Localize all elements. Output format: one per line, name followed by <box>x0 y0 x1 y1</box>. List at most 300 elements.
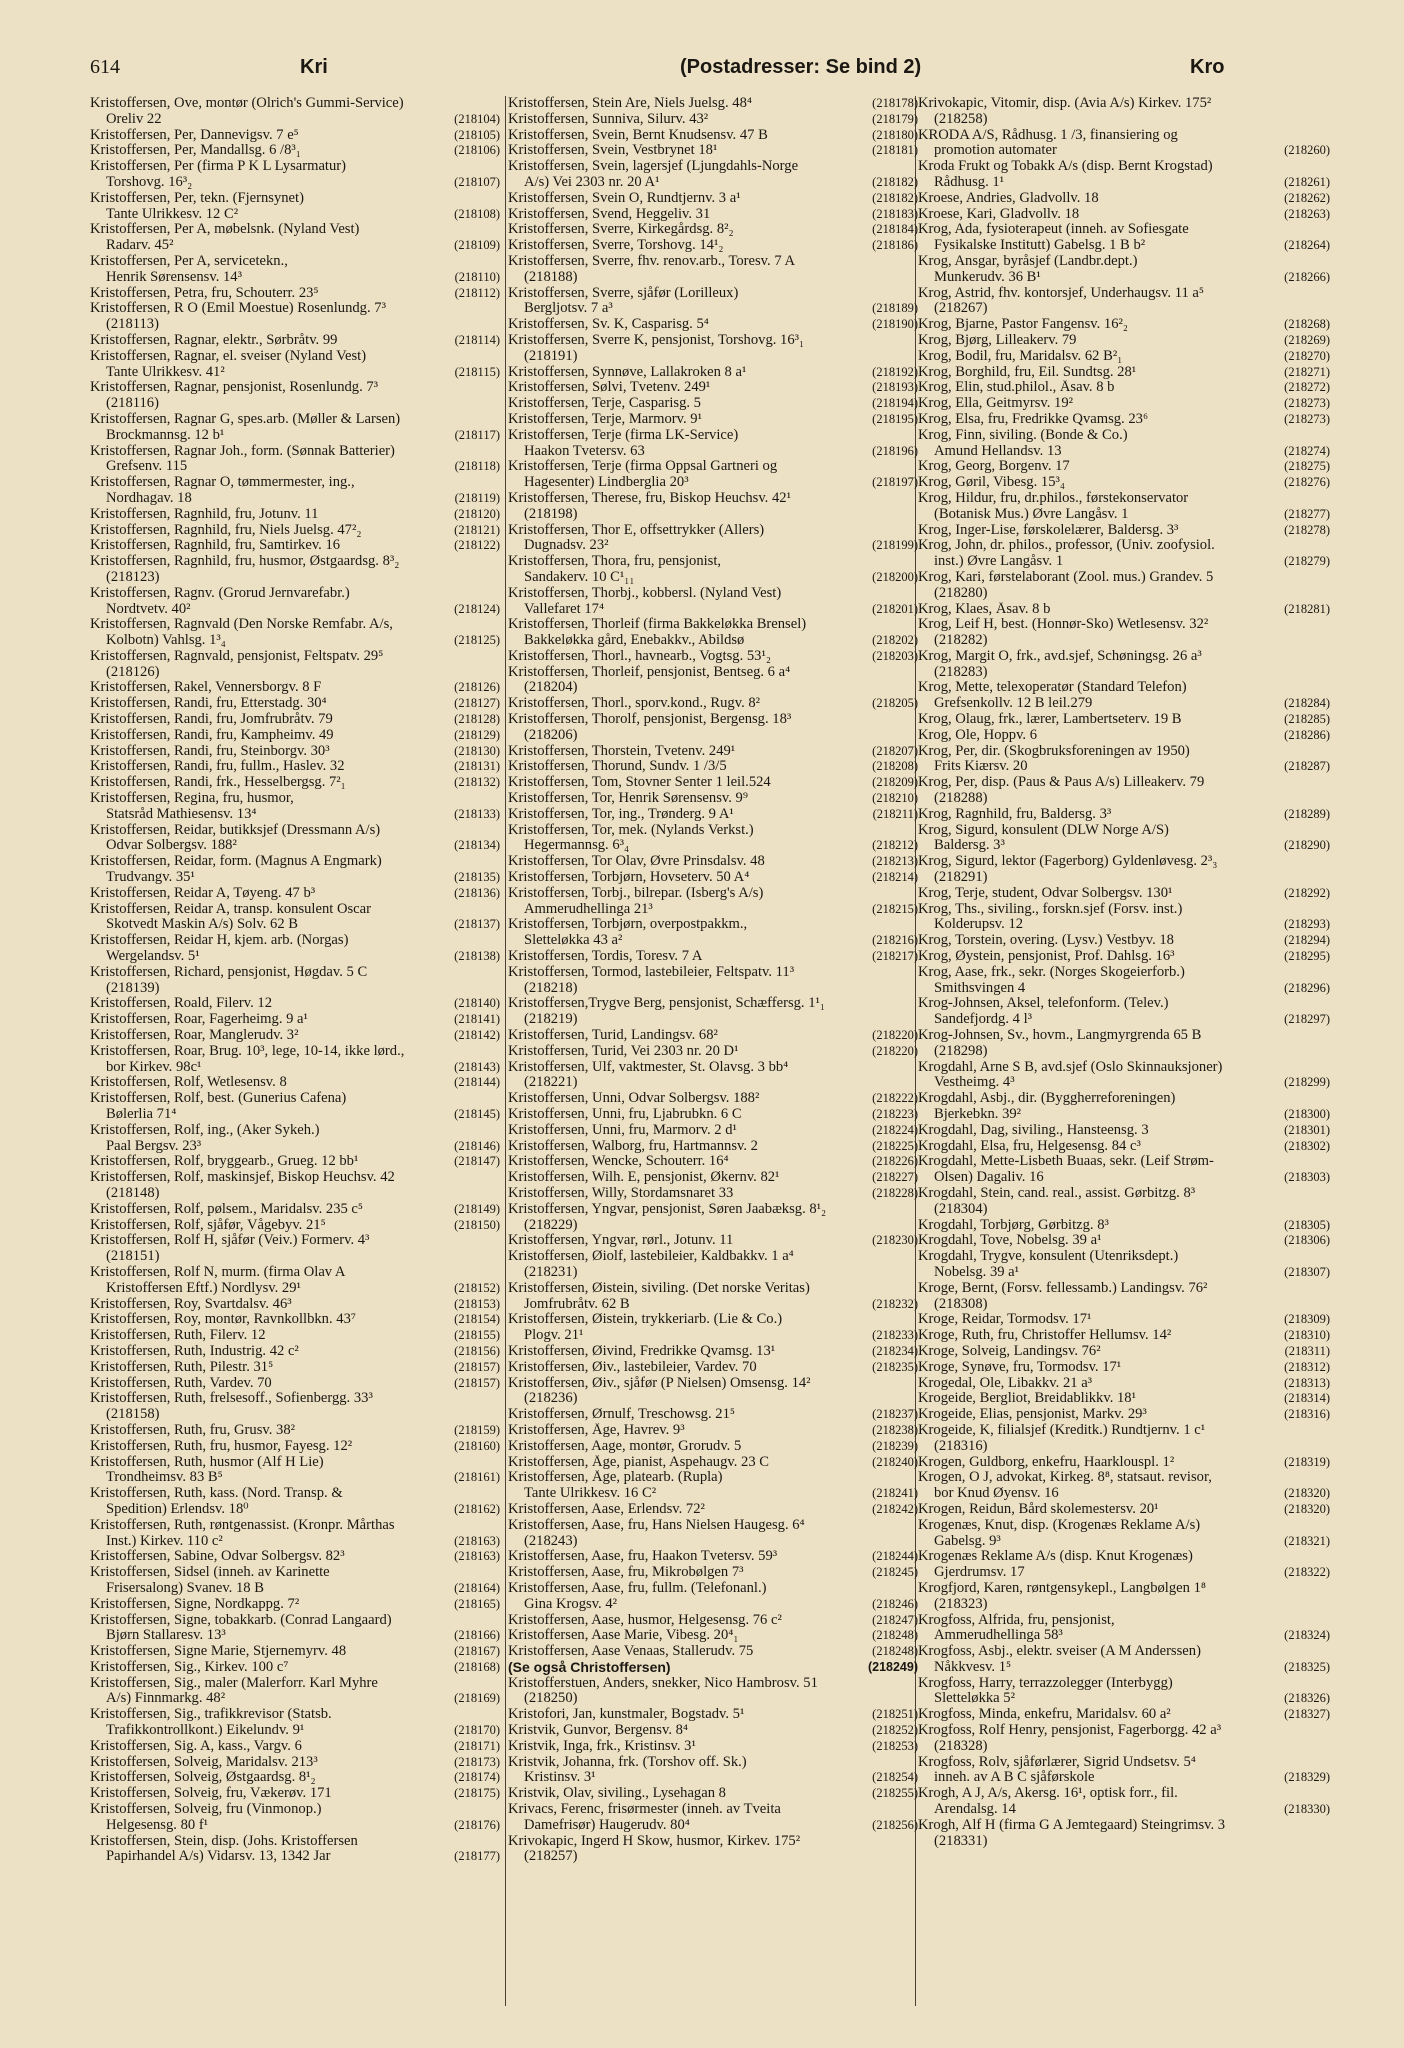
entry-text: Hagesenter) Lindberglia 20³ <box>524 475 689 491</box>
entry-text: Kristoffersen, Rolf, best. (Gunerius Cafena) <box>90 1091 347 1107</box>
entry-text: (218288) <box>934 791 988 807</box>
entry-name-line <box>90 1597 500 1613</box>
entry-number: (218134) <box>454 838 500 853</box>
entry-address-line <box>918 759 1330 775</box>
entry-text: Kristoffersen, Ragnar Joh., form. (Sønnak Batterier) <box>90 443 395 459</box>
entry-name-line <box>508 1707 918 1723</box>
entry-text: Krog, Margit O, frk., avd.sjef, Schøningsg. 26 a³ <box>918 648 1202 664</box>
entry-text: Tante Ulrikkesv. 41² <box>106 364 225 380</box>
entry-text: Kristoffersen, Ørnulf, Treschowsg. 21⁵ <box>508 1407 735 1423</box>
entry-number: (218256) <box>872 1817 918 1832</box>
entry-name-line <box>508 712 918 728</box>
entry-text: Kristoffersen, Terje, Casparisg. 5 <box>508 396 701 412</box>
directory-entry <box>508 1676 918 1708</box>
directory-entry <box>918 1060 1330 1092</box>
entry-number: (218279) <box>1284 554 1330 569</box>
entry-name-line <box>918 965 1330 981</box>
directory-entry <box>508 807 918 823</box>
entry-address-line <box>918 1565 1330 1581</box>
entry-text: Krog, Øystein, pensjonist, Prof. Dahlsg. 16³ <box>918 949 1175 965</box>
entry-text: (218148) <box>106 1185 160 1201</box>
entry-text: Gina Krogsv. 4² <box>524 1596 618 1612</box>
directory-entry <box>508 254 918 286</box>
entry-number: (218312) <box>1284 1359 1330 1374</box>
entry-name-line <box>918 1281 1330 1297</box>
directory-entry <box>508 1455 918 1471</box>
entry-name-line <box>90 1755 500 1771</box>
directory-entry <box>90 1218 500 1234</box>
directory-entry <box>90 712 500 728</box>
entry-name-line <box>90 696 500 712</box>
entry-text: Henrik Sørensensv. 14³ <box>106 269 242 285</box>
directory-entry <box>918 949 1330 965</box>
directory-entry <box>90 380 500 412</box>
entry-name-line <box>90 1423 500 1439</box>
entry-text: Kristoffersen, Randi, fru, Etterstadg. 30⁴ <box>90 696 327 712</box>
entry-name-line <box>508 238 918 254</box>
directory-entry <box>508 1802 918 1834</box>
entry-number: (218182) <box>872 174 918 189</box>
entry-name-line <box>508 854 918 870</box>
entry-name-line <box>508 428 918 444</box>
entry-number: (218214) <box>872 870 918 885</box>
entry-text: Kristoffersen, Terje, Marmorv. 9¹ <box>508 411 702 427</box>
entry-number: (218147) <box>454 1154 500 1169</box>
entry-text: Kristoffersen, Ruth, Filerv. 12 <box>90 1328 266 1344</box>
entry-name-line <box>90 128 500 144</box>
entry-text: bor Knud Øyensv. 16 <box>934 1486 1059 1502</box>
directory-entry <box>918 254 1330 286</box>
entry-text: Kristoffersen, Thorund, Sundv. 1 /3/5 <box>508 759 727 775</box>
entry-name-line <box>90 1265 500 1281</box>
entry-name-line <box>508 1344 918 1360</box>
directory-entry <box>508 965 918 997</box>
directory-entry <box>918 1518 1330 1550</box>
entry-text: Krogdahl, Arne S B, avd.sjef (Oslo Skinnauksjoner) <box>918 1059 1223 1075</box>
entry-name-line <box>90 996 500 1012</box>
entry-text: Kristoffersen, Rolf, Wetlesensv. 8 <box>90 1075 287 1091</box>
directory-entry <box>90 1391 500 1423</box>
entry-name-line <box>918 854 1330 870</box>
entry-text: Kristoffersen, Åge, pianist, Aspehaugv. 23 C <box>508 1454 770 1470</box>
entry-number: (218320) <box>1284 1501 1330 1516</box>
entry-address-line <box>508 538 918 554</box>
directory-entry <box>508 1202 918 1234</box>
entry-number: (218224) <box>872 1122 918 1137</box>
entry-text: Krogfoss, Rolf Henry, pensjonist, Fagerborgg. 42 a³ <box>918 1723 1222 1739</box>
entry-text: Kolderupsv. 12 <box>934 917 1024 933</box>
directory-entry <box>90 649 500 681</box>
entry-address-line <box>918 238 1330 254</box>
directory-entry <box>90 1660 500 1676</box>
entry-text: Krog, Inger-Lise, førskolelærer, Baldersg. 3³ <box>918 522 1179 538</box>
entry-name-line <box>918 1818 1330 1834</box>
entry-number: (218295) <box>1284 949 1330 964</box>
directory-entry <box>918 412 1330 428</box>
directory-entry <box>508 1281 918 1313</box>
directory-entry <box>90 696 500 712</box>
directory-entry <box>90 301 500 333</box>
directory-entry <box>90 538 500 554</box>
entry-number: (218274) <box>1284 443 1330 458</box>
entry-number: (218268) <box>1284 317 1330 332</box>
directory-entry <box>508 207 918 223</box>
entry-name-line <box>508 1723 918 1739</box>
entry-name-line <box>508 191 918 207</box>
directory-entry <box>90 933 500 965</box>
entry-text: Krog, Elin, stud.philol., Åsav. 8 b <box>918 380 1115 396</box>
entry-name-line <box>918 1186 1330 1202</box>
entry-text: Kristoffersen, Øiv., sjåfør (P Nielsen) Omsensg. 14² <box>508 1375 811 1391</box>
entry-address-line <box>918 1534 1330 1550</box>
entry-address-line <box>90 1186 500 1202</box>
entry-text: Kristoffersen, Sig., Kirkev. 100 c⁷ <box>90 1659 289 1675</box>
entry-name-line <box>918 649 1330 665</box>
entry-address-line <box>508 444 918 460</box>
entry-text: Kristoffersen, Rolf, ing., (Aker Sykeh.) <box>90 1122 320 1138</box>
entry-name-line <box>508 1154 918 1170</box>
entry-number: (218326) <box>1284 1691 1330 1706</box>
directory-entry <box>90 1613 500 1645</box>
entry-address-line <box>918 1265 1330 1281</box>
entry-number: (218293) <box>1284 917 1330 932</box>
entry-text: Krog, Gøril, Vibesg. 15³₄ <box>918 475 1065 491</box>
entry-address-line <box>90 633 500 649</box>
directory-entry <box>918 1028 1330 1060</box>
directory-entry <box>918 1786 1330 1818</box>
entry-name-line <box>90 538 500 554</box>
directory-entry <box>508 1739 918 1755</box>
entry-number: (218322) <box>1284 1565 1330 1580</box>
entry-name-line <box>90 1518 500 1534</box>
entry-address-line <box>918 1770 1330 1786</box>
directory-entry <box>508 1044 918 1060</box>
directory-entry <box>918 996 1330 1028</box>
entry-address-line <box>918 1802 1330 1818</box>
directory-entry <box>90 586 500 618</box>
entry-name-line <box>918 728 1330 744</box>
entry-text: Krog, Bodil, fru, Maridalsv. 62 B²₁ <box>918 348 1123 364</box>
directory-entry <box>90 1770 500 1786</box>
entry-name-line <box>90 1360 500 1376</box>
entry-address-line <box>90 1581 500 1597</box>
entry-number: (218121) <box>454 522 500 537</box>
entry-number: (218240) <box>872 1454 918 1469</box>
entry-text: Kristoffersen, Thor E, offsettrykker (Allers) <box>508 522 765 538</box>
directory-entry <box>90 1676 500 1708</box>
entry-text: Sletteløkka 5² <box>934 1691 1015 1707</box>
entry-number: (218146) <box>454 1138 500 1153</box>
directory-entry <box>918 570 1330 602</box>
entry-name-line <box>918 1312 1330 1328</box>
entry-text: Skotvedt Maskin A/s) Solv. 62 B <box>106 917 299 933</box>
entry-number: (218120) <box>454 506 500 521</box>
directory-entry <box>508 1707 918 1723</box>
entry-name-line <box>508 1676 918 1692</box>
directory-entry <box>918 617 1330 649</box>
entry-text: Kristoffersen, Thorleif (firma Bakkeløkka Brensel) <box>508 617 807 633</box>
entry-name-line <box>508 1644 918 1660</box>
entry-text: inneh. av A B C sjåførskole <box>934 1770 1095 1786</box>
entry-number: (218163) <box>454 1533 500 1548</box>
entry-text: Krogen, Reidun, Bård skolemestersv. 20¹ <box>918 1501 1159 1517</box>
entry-text: Krogfjord, Karen, røntgensykepl., Langbølgen 1⁸ <box>918 1580 1206 1596</box>
directory-entry <box>508 459 918 491</box>
entry-text: Kristoffersen, Reidar A, transp. konsulent Oscar <box>90 901 372 917</box>
entry-address-line <box>918 1628 1330 1644</box>
directory-entry <box>508 1423 918 1439</box>
entry-text: Kristoffersen, R O (Emil Moestue) Rosenlundg. 7³ <box>90 301 386 317</box>
entry-text: Hegermannsg. 6³₄ <box>524 838 630 854</box>
entry-number: (218299) <box>1284 1075 1330 1090</box>
entry-text: Krivokapic, Vitomir, disp. (Avia A/s) Kirkev. 175² <box>918 96 1212 111</box>
entry-text: Sandefjordg. 4 l³ <box>934 1012 1033 1028</box>
entry-address-line <box>90 1249 500 1265</box>
entry-address-line <box>90 1691 500 1707</box>
directory-entry <box>508 1123 918 1139</box>
entry-text: Krogeide, K, filialsjef (Kreditk.) Rundtjernv. 1 c¹ <box>918 1422 1206 1438</box>
entry-name-line <box>918 1723 1330 1739</box>
entry-name-line <box>918 317 1330 333</box>
entry-name-line <box>508 649 918 665</box>
entry-name-line <box>508 317 918 333</box>
entry-text: Krog, Per, disp. (Paus & Paus A/s) Lilleakerv. 79 <box>918 775 1205 791</box>
entry-number: (218242) <box>872 1501 918 1516</box>
directory-entry <box>90 1297 500 1313</box>
directory-entry <box>918 886 1330 902</box>
directory-entry <box>90 617 500 649</box>
entry-name-line <box>918 1455 1330 1471</box>
entry-number: (218104) <box>454 111 500 126</box>
entry-text: Krog, Klaes, Åsav. 8 b <box>918 601 1051 617</box>
directory-entry <box>90 444 500 476</box>
entry-text: Odvar Solbergsv. 188² <box>106 838 237 854</box>
entry-text: Kristoffersen, Ove, montør (Olrich's Gummi-Service) <box>90 96 404 111</box>
entry-address-line <box>508 301 918 317</box>
entry-name-line <box>90 728 500 744</box>
entry-text: Ammerudhellinga 58³ <box>934 1628 1063 1644</box>
entry-name-line <box>90 222 500 238</box>
entry-name-line <box>918 365 1330 381</box>
entry-text: Kristoffersen, Unni, fru, Ljabrubkn. 6 C <box>508 1107 742 1122</box>
directory-entry <box>90 191 500 223</box>
entry-number: (218241) <box>872 1486 918 1501</box>
entry-text: Kristoffersen, Signe, tobakkarb. (Conrad Langaard) <box>90 1612 392 1628</box>
directory-entry <box>918 365 1330 381</box>
entry-number: (218228) <box>872 1185 918 1200</box>
directory-entry <box>90 1091 500 1123</box>
entry-number: (218284) <box>1284 696 1330 711</box>
entry-name-line <box>90 301 500 317</box>
entry-number: (218184) <box>872 222 918 237</box>
entry-number: (218124) <box>454 601 500 616</box>
entry-name-line <box>508 1123 918 1139</box>
entry-text: Krogfoss, Alfrida, fru, pensjonist, <box>918 1612 1115 1628</box>
entry-number: (218126) <box>454 680 500 695</box>
entry-text: Kristoffersen, Randi, fru, Steinborgv. 30³ <box>90 743 330 759</box>
entry-address-line <box>918 665 1330 681</box>
entry-text: Kristoffersen, Aase, fru, Mikrobølgen 7³ <box>508 1565 744 1581</box>
directory-entry <box>90 1360 500 1376</box>
directory-entry <box>508 1644 918 1660</box>
entry-text: Krog, Sigurd, konsulent (DLW Norge A/S) <box>918 822 1169 838</box>
entry-text: Sletteløkka 43 a² <box>524 933 623 949</box>
entry-number: (218314) <box>1284 1391 1330 1406</box>
entry-text: Kristoffersen, Torbjørn, Hovseterv. 50 A⁴ <box>508 870 750 886</box>
directory-entry <box>508 238 918 254</box>
entry-address-line <box>508 1534 918 1550</box>
entry-text: Kristoffersen, Terje (firma Oppsal Gartneri og <box>508 459 778 475</box>
entry-address-line <box>918 586 1330 602</box>
entry-number: (218220) <box>872 1043 918 1058</box>
entry-name-line <box>90 1644 500 1660</box>
entry-name-line <box>90 475 500 491</box>
entry-name-line <box>90 412 500 428</box>
entry-text: (218123) <box>106 569 160 585</box>
entry-number: (218141) <box>454 1012 500 1027</box>
entry-number: (218107) <box>454 174 500 189</box>
entry-number: (218122) <box>454 538 500 553</box>
entry-text: Krogdahl, Asbj., dir. (Byggherreforeningen) <box>918 1091 1176 1107</box>
entry-name-line <box>90 617 500 633</box>
entry-text: Gabelsg. 9³ <box>934 1533 1001 1549</box>
directory-entry <box>508 1344 918 1360</box>
entry-text: Kristoffersen, Per A, møbelsnk. (Nyland Vest) <box>90 222 360 238</box>
entry-name-line <box>918 1502 1330 1518</box>
directory-entry <box>508 333 918 365</box>
entry-name-line <box>90 1091 500 1107</box>
entry-text: Kristoffersen, Randi, fru, Jomfrubråtv. 79 <box>90 712 333 728</box>
entry-text: Kristoffersen, Roar, Fagerheimg. 9 a¹ <box>90 1012 308 1028</box>
entry-text: (218219) <box>524 1012 578 1028</box>
entry-address-line <box>508 270 918 286</box>
entry-text: Nordtvetv. 40² <box>106 601 191 617</box>
directory-entry <box>918 428 1330 460</box>
entry-text: Sandakerv. 10 C¹₁₁ <box>524 569 635 585</box>
entry-address-line <box>918 507 1330 523</box>
entry-address-line <box>918 1486 1330 1502</box>
entry-number: (218168) <box>454 1659 500 1674</box>
entry-text: (218243) <box>524 1533 578 1549</box>
entry-text: Krogdahl, Trygve, konsulent (Utenriksdept.) <box>918 1249 1179 1265</box>
entry-address-line <box>918 554 1330 570</box>
entry-number: (218246) <box>872 1596 918 1611</box>
see-also-note: (218249) (Se også Christoffersen) <box>508 1659 918 1675</box>
entry-name-line <box>918 538 1330 554</box>
directory-entry <box>508 712 918 744</box>
entry-text: Kristoffersen, Wilh. E, pensjonist, Økernv. 82¹ <box>508 1170 780 1186</box>
entry-text: Kristoffersen, Wencke, Schouterr. 16⁴ <box>508 1154 729 1170</box>
entry-name-line <box>508 554 918 570</box>
entry-address-line <box>918 301 1330 317</box>
entry-name-line <box>508 159 918 175</box>
entry-text: Kristoffersen, Turid, Vei 2303 nr. 20 D¹ <box>508 1043 739 1059</box>
entry-text: Kristoffersen, Tor, mek. (Nylands Verkst.) <box>508 822 754 838</box>
directory-entry <box>918 807 1330 823</box>
entry-number: (218170) <box>454 1723 500 1738</box>
entry-text: Kristoffersen, Ragnvald, pensjonist, Feltspatv. 29⁵ <box>90 648 384 664</box>
entry-name-line <box>918 933 1330 949</box>
entry-text: Tante Ulrikkesv. 12 C² <box>106 206 239 222</box>
entry-name-line <box>508 1360 918 1376</box>
entry-address-line <box>90 949 500 965</box>
entry-text: Kristoffersen, Ragnar G, spes.arb. (Møller & Larsen) <box>90 411 401 427</box>
entry-text: Kristofferstuen, Anders, snekker, Nico Hambrosv. 51 <box>508 1675 818 1691</box>
entry-text: Krog, Per, dir. (Skogbruksforeningen av 1950) <box>918 743 1190 759</box>
directory-entry <box>508 96 918 112</box>
entry-number: (218200) <box>872 569 918 584</box>
entry-text: Kristoffersen, Reidar H, kjem. arb. (Norgas) <box>90 933 349 949</box>
entry-name-line <box>918 902 1330 918</box>
entry-text: Kristoffersen, Sabine, Odvar Solbergsv. 82³ <box>90 1549 345 1565</box>
entry-address-line <box>918 444 1330 460</box>
entry-address-line <box>90 459 500 475</box>
entry-number: (218142) <box>454 1028 500 1043</box>
entry-text: Trafikkontrollkont.) Eikelundv. 9¹ <box>106 1723 305 1739</box>
entry-text: Kristoffersen, Per (firma P K L Lysarmatur) <box>90 159 346 175</box>
entry-text: (218139) <box>106 980 160 996</box>
entry-text: Krogeide, Elias, pensjonist, Markv. 29³ <box>918 1407 1147 1423</box>
directory-entry <box>918 1091 1330 1123</box>
directory-entry <box>918 775 1330 807</box>
directory-entry <box>90 143 500 159</box>
entry-address-line <box>918 838 1330 854</box>
entry-name-line <box>918 1755 1330 1771</box>
entry-text: Vestheimg. 4³ <box>934 1075 1015 1091</box>
entry-number: (218296) <box>1284 980 1330 995</box>
directory-entry <box>90 775 500 791</box>
entry-name-line <box>90 586 500 602</box>
directory-entry <box>90 1565 500 1597</box>
entry-text: Krog, Aase, frk., sekr. (Norges Skogeierforb.) <box>918 964 1185 980</box>
entry-number: (218167) <box>454 1644 500 1659</box>
entry-address-line <box>90 807 500 823</box>
entry-name-line <box>918 1407 1330 1423</box>
entry-number: (218235) <box>872 1359 918 1374</box>
entry-name-line <box>90 554 500 570</box>
entry-text: Kristoffersen, Sverre, fhv. renov.arb., Toresv. 7 A <box>508 253 795 269</box>
entry-address-line <box>508 1297 918 1313</box>
entry-text: promotion automater <box>934 143 1057 159</box>
entry-text: Kristoffersen, Solveig, Østgaardsg. 8¹₂ <box>90 1770 316 1786</box>
entry-text: Krogh, A J, A/s, Akersg. 16¹, optisk forr., fil. <box>918 1786 1178 1802</box>
entry-address-line <box>90 838 500 854</box>
entry-text: (218221) <box>524 1075 578 1091</box>
entry-text: Bjørn Stallaresv. 13³ <box>106 1628 226 1644</box>
entry-text: Kristoffersen, Ragnv. (Grorud Jernvarefabr.) <box>90 585 350 601</box>
entry-text: Spedition) Erlendsv. 18⁰ <box>106 1501 249 1517</box>
entry-text: Statsråd Mathiesensv. 13⁴ <box>106 806 257 822</box>
page-header <box>90 52 1330 88</box>
entry-text: Frits Kiærsv. 20 <box>934 759 1028 775</box>
entry-name-line <box>918 570 1330 586</box>
entry-name-line <box>918 1644 1330 1660</box>
entry-address-line <box>90 175 500 191</box>
entry-name-line <box>508 996 918 1012</box>
entry-name-line <box>918 96 1330 112</box>
entry-name-line <box>508 1060 918 1076</box>
directory-entry <box>508 1407 918 1423</box>
entry-text: Kristoffersen, Roy, Svartdalsv. 46³ <box>90 1296 292 1312</box>
entry-text: Kristoffersen, Rolf, maskinsjef, Biskop Heuchsv. 42 <box>90 1170 395 1186</box>
entry-name-line <box>918 1360 1330 1376</box>
entry-number: (218252) <box>872 1723 918 1738</box>
entry-name-line <box>508 823 918 839</box>
entry-address-line <box>90 1060 500 1076</box>
column-2 <box>508 96 918 2016</box>
entry-text: Kristoffersen, Ragnar O, tømmermester, ing., <box>90 475 355 491</box>
directory-entry <box>918 1455 1330 1471</box>
